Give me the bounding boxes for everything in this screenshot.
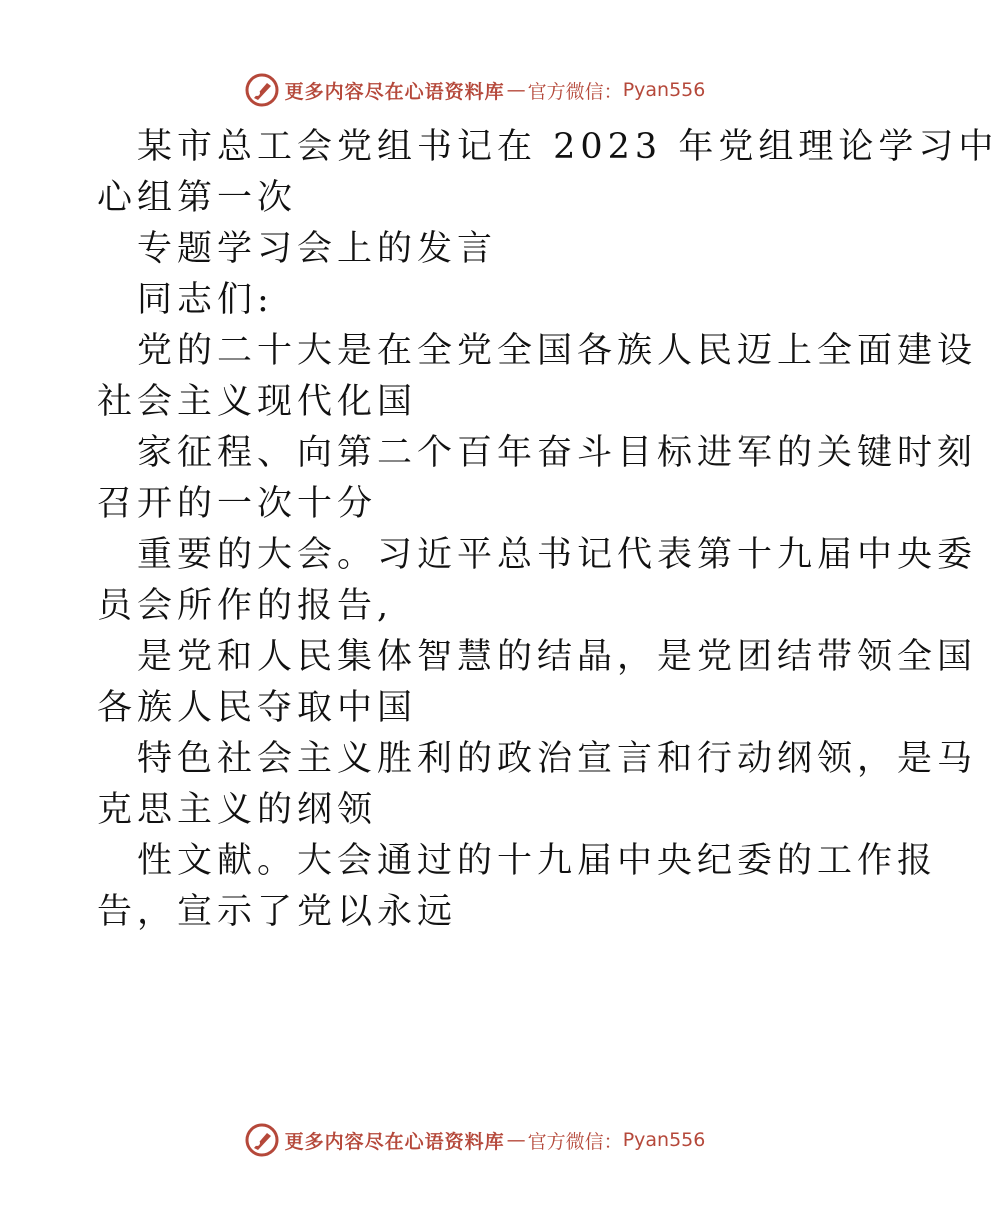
text-line: 党的二十大是在全党全国各族人民迈上全面建设 <box>137 331 978 371</box>
text-line: 同志们: <box>137 280 274 320</box>
text-line: 重要的大会。习近平总书记代表第十九届中央委 <box>137 535 978 575</box>
pen-logo-icon <box>245 1123 279 1157</box>
watermark-wechat-id: Pyan556 <box>622 1129 706 1151</box>
text-line: 召开的一次十分 <box>97 484 378 524</box>
text-line: 专题学习会上的发言 <box>137 229 498 269</box>
header-watermark <box>0 70 950 110</box>
text-line: 克思主义的纲领 <box>97 790 378 830</box>
watermark-dash: — <box>506 1129 526 1151</box>
watermark-wechat-id: Pyan556 <box>622 79 706 101</box>
text-line: 各族人民夺取中国 <box>97 688 418 728</box>
pen-logo-icon <box>245 73 279 107</box>
document-body <box>97 122 998 938</box>
text-line: 社会主义现代化国 <box>97 382 418 422</box>
text-line: 告，宣示了党以永远 <box>97 892 458 932</box>
text-line: 是党和人民集体智慧的结晶，是党团结带领全国 <box>137 637 978 677</box>
watermark-wechat-label: 官方微信： <box>527 1130 623 1153</box>
text-line: 特色社会主义胜利的政治宣言和行动纲领，是马 <box>137 739 978 779</box>
watermark-wechat-label: 官方微信： <box>527 80 623 103</box>
text-line: 性文献。大会通过的十九届中央纪委的工作报 <box>137 841 938 881</box>
text-line: 员会所作的报告, <box>97 586 394 626</box>
watermark-site-text: 更多内容尽在心语资料库 <box>284 80 505 103</box>
text-line: 某市总工会党组书记在 2023 年党组理论学习中 <box>137 127 998 167</box>
footer-watermark <box>0 1120 950 1160</box>
watermark-dash: — <box>506 79 526 101</box>
watermark-site-text: 更多内容尽在心语资料库 <box>284 1130 505 1153</box>
text-line: 家征程、向第二个百年奋斗目标进军的关键时刻 <box>137 433 978 473</box>
text-line: 心组第一次 <box>97 178 298 218</box>
